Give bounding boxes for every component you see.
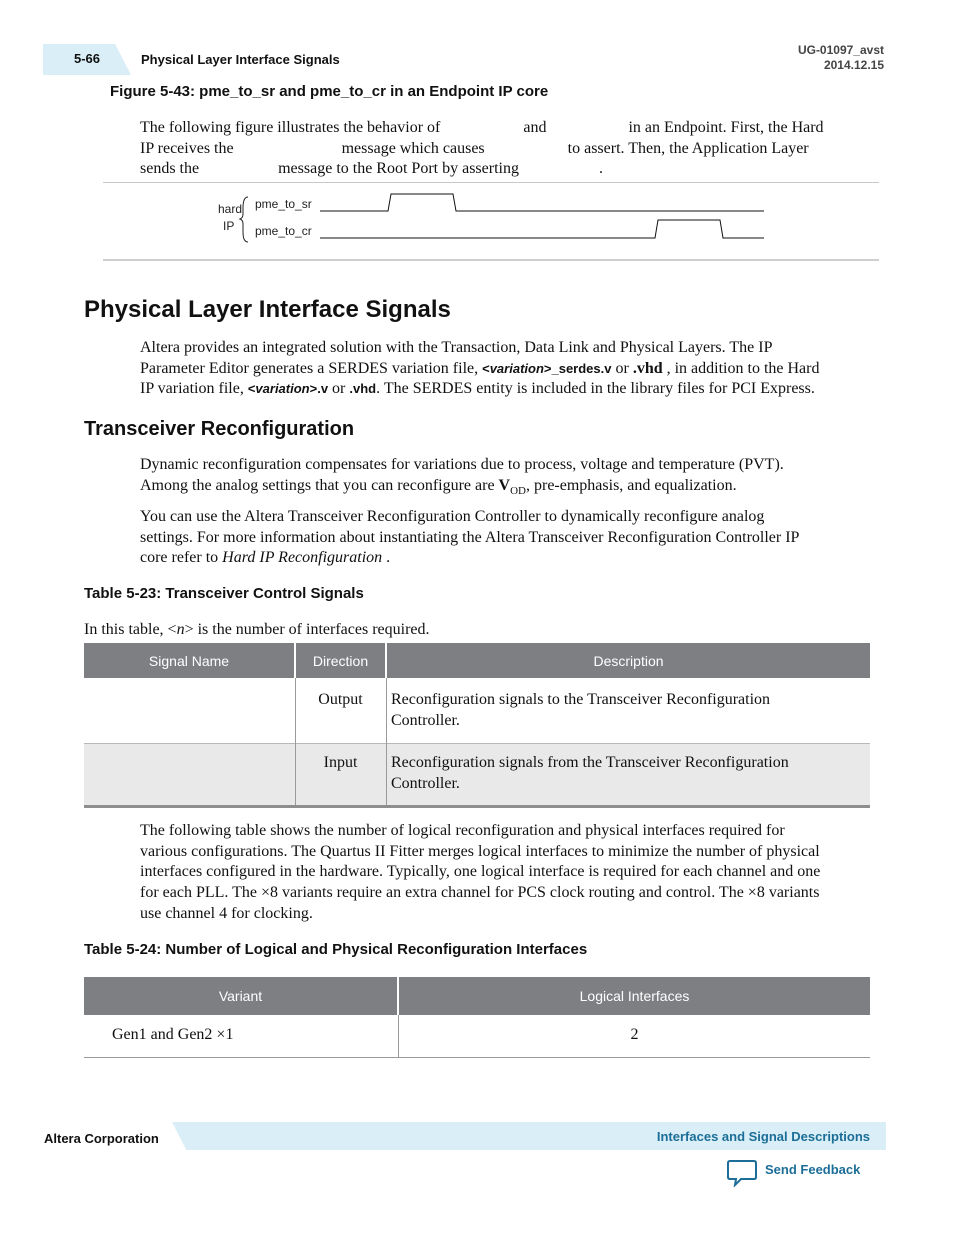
description-line: Reconfiguration signals from the Transceiver Reconfiguration — [391, 754, 789, 771]
group-label-ip: IP — [223, 219, 235, 233]
filename-extension: .vhd — [349, 381, 377, 397]
voltage-subscript: OD — [510, 484, 526, 497]
column-header-signal-name: Signal Name — [84, 643, 294, 678]
cell-direction: Output — [318, 691, 363, 708]
text-segment: IP variation file, — [140, 380, 248, 398]
footer-company: Altera Corporation — [44, 1131, 159, 1146]
page-number: 5-66 — [74, 51, 101, 66]
paragraph-line: settings. For more information about instantiating the Altera Transceiver Reconfiguration Controller IP — [140, 528, 800, 546]
filename-extension: .vhd — [632, 359, 663, 377]
text-segment: and — [523, 119, 547, 136]
cell-direction: Input — [323, 754, 358, 771]
section-paragraph — [140, 338, 870, 400]
text-segment: or — [328, 380, 350, 398]
text-segment: , in addition to the Hard — [662, 359, 820, 377]
paragraph-line: Altera provides an integrated solution with the Transaction, Data Link and Physical Layers. The IP — [140, 339, 773, 356]
figure-title: Figure 5-43: pme_to_sr and pme_to_cr in an Endpoint IP core — [110, 83, 549, 100]
table-5-23-note — [84, 620, 430, 641]
paragraph-line: use channel 4 for clocking. — [140, 904, 313, 922]
document-id: UG-01097_avst — [797, 43, 884, 57]
cell-logical-interfaces: 2 — [630, 1026, 639, 1043]
table-bottom-rule — [84, 1057, 870, 1058]
interfaces-paragraph — [140, 821, 870, 925]
description-line: Reconfiguration signals to the Transceiver Reconfiguration — [391, 691, 771, 708]
text-segment: The following figure illustrates the behavior of — [140, 119, 441, 136]
text-segment: , pre-emphasis, and equalization. — [526, 476, 737, 494]
column-divider — [398, 1015, 399, 1057]
table-row — [84, 744, 870, 806]
send-feedback-link[interactable]: Send Feedback — [765, 1162, 861, 1177]
signal-label-pme-to-sr: pme_to_sr — [255, 197, 312, 211]
column-header-logical-interfaces: Logical Interfaces — [399, 977, 870, 1015]
table-5-24-title: Table 5-24: Number of Logical and Physical Reconfiguration Interfaces — [84, 941, 588, 958]
cell-variant: Gen1 and Gen2 ×1 — [112, 1026, 234, 1043]
text-segment: message to the Root Port by asserting — [278, 160, 519, 178]
section-heading: Physical Layer Interface Signals — [84, 296, 451, 323]
subsection-heading: Transceiver Reconfiguration — [84, 418, 355, 440]
filename-text: >.v — [309, 381, 329, 397]
paragraph-line: interfaces configured in the hardware. Typically, one logical interface is required for each channel and one — [140, 863, 821, 881]
footer-chapter-link[interactable]: Interfaces and Signal Descriptions — [656, 1129, 870, 1144]
paragraph-line: Dynamic reconfiguration compensates for variations due to process, voltage and temperature (PVT). — [140, 456, 784, 473]
paragraph-line: various configurations. The Quartus II Fitter merges logical interfaces to minimize the number of physical — [140, 842, 820, 860]
table-row — [84, 678, 870, 743]
text-segment: In this table, < — [84, 621, 177, 638]
filename-variable: variation — [255, 381, 310, 397]
paragraph-line: You can use the Altera Transceiver Reconfiguration Controller to dynamically reconfigure analog — [140, 508, 765, 525]
text-segment: or — [611, 359, 633, 377]
filename-bracket: < — [247, 381, 256, 397]
paragraph-line: The following table shows the number of logical reconfiguration and physical interfaces required for — [140, 822, 785, 839]
text-segment: core refer to — [140, 549, 223, 567]
text-segment: . The SERDES entity is included in the library files for PCI Express. — [376, 380, 815, 398]
cell-description — [391, 753, 861, 794]
filename-bracket: < — [482, 360, 490, 376]
paragraph-line — [140, 359, 870, 380]
text-segment: > is the number of interfaces required. — [184, 621, 430, 638]
running-header-title: Physical Layer Interface Signals — [141, 52, 340, 67]
column-header-description: Description — [387, 643, 870, 678]
voltage-symbol: V — [498, 476, 511, 494]
waveform-pme-to-cr — [320, 220, 764, 238]
text-segment: sends the — [140, 160, 200, 178]
paragraph-line: for each PLL. The ×8 variants require an extra channel for PCS clock routing and control. The ×8 variants — [140, 884, 820, 902]
cell-description — [391, 690, 861, 731]
figure-bottom-rule — [103, 259, 879, 261]
paragraph-line — [140, 548, 870, 569]
text-segment: . — [598, 160, 603, 178]
column-header-direction: Direction — [296, 643, 385, 678]
group-label-hard: hard — [218, 202, 243, 216]
waveform-pme-to-sr — [320, 194, 764, 211]
table-row — [84, 1015, 870, 1057]
transceiver-paragraph-2 — [140, 507, 870, 569]
document-date: 2014.12.15 — [823, 58, 884, 72]
figure-top-rule — [103, 182, 879, 183]
table-5-24 — [84, 977, 870, 1059]
variable-n: n — [176, 621, 185, 638]
paragraph-line — [140, 379, 870, 400]
column-divider — [295, 678, 296, 806]
text-segment: Parameter Editor generates a SERDES variation file, — [140, 359, 483, 377]
speech-bubble-icon[interactable] — [727, 1159, 757, 1187]
filename-text: >_serdes.v — [543, 360, 612, 376]
column-header-variant: Variant — [84, 977, 397, 1015]
reference-link[interactable]: Hard IP Reconfiguration — [222, 549, 383, 567]
signal-label-pme-to-cr: pme_to_cr — [255, 224, 312, 238]
description-line: Controller. — [391, 774, 460, 792]
timing-diagram — [210, 188, 780, 250]
text-segment: IP receives the — [140, 139, 234, 157]
text-segment: in an Endpoint. First, the Hard — [628, 119, 824, 136]
description-line: Controller. — [391, 711, 460, 729]
table-5-23 — [84, 643, 870, 808]
transceiver-paragraph-1 — [140, 455, 870, 502]
table-5-23-title: Table 5-23: Transceiver Control Signals — [84, 585, 364, 602]
paragraph-line — [140, 476, 870, 502]
text-segment: to assert. Then, the Application Layer — [567, 139, 809, 157]
filename-variable: variation — [489, 360, 544, 376]
table-bottom-rule — [84, 805, 870, 808]
column-divider — [386, 678, 387, 806]
text-segment: . — [382, 549, 391, 567]
text-segment: message which causes — [341, 139, 485, 157]
text-segment: Among the analog settings that you can reconfigure are — [140, 476, 499, 494]
